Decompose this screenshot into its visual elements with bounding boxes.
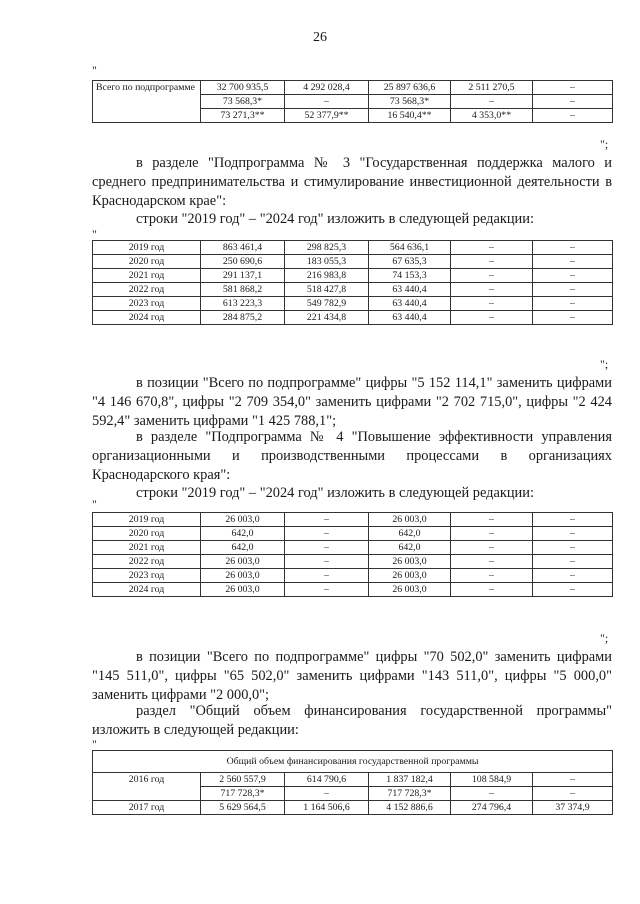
- page-number: 26: [313, 30, 327, 45]
- cell: –: [533, 527, 613, 541]
- cell: –: [285, 513, 369, 527]
- cell: 25 897 636,6: [369, 81, 451, 95]
- cell: –: [285, 787, 369, 801]
- cell: –: [533, 283, 613, 297]
- table-row: [93, 541, 613, 555]
- open-quote: ": [92, 737, 97, 751]
- cell: 74 153,3: [369, 269, 451, 283]
- cell: –: [451, 241, 533, 255]
- cell: 73 271,3**: [201, 109, 285, 123]
- cell: 26 003,0: [201, 569, 285, 583]
- table-row: [93, 527, 613, 541]
- cell: –: [533, 95, 613, 109]
- cell: –: [451, 311, 533, 325]
- paragraph: раздел "Общий объем финансирования государственной программы" изложить в следующей редакции:: [92, 703, 612, 738]
- row-label: 2021 год: [93, 541, 201, 555]
- table-row: [93, 255, 613, 269]
- table-subprogram-total: [92, 80, 613, 123]
- cell: –: [533, 555, 613, 569]
- row-label: 2022 год: [93, 283, 201, 297]
- table-row: [93, 311, 613, 325]
- row-label: 2020 год: [93, 255, 201, 269]
- cell: 863 461,4: [201, 241, 285, 255]
- cell: 549 782,9: [285, 297, 369, 311]
- cell: 26 003,0: [201, 555, 285, 569]
- cell: 4 152 886,6: [369, 801, 451, 815]
- cell: –: [451, 95, 533, 109]
- cell: 26 003,0: [369, 555, 451, 569]
- cell: –: [285, 583, 369, 597]
- row-label: 2021 год: [93, 269, 201, 283]
- cell: 67 635,3: [369, 255, 451, 269]
- cell: 4 292 028,4: [285, 81, 369, 95]
- cell: 642,0: [201, 541, 285, 555]
- row-label: 2023 год: [93, 569, 201, 583]
- cell: –: [533, 81, 613, 95]
- cell: 26 003,0: [369, 569, 451, 583]
- cell: –: [533, 269, 613, 283]
- cell: –: [451, 527, 533, 541]
- row-label: 2023 год: [93, 297, 201, 311]
- cell: –: [533, 109, 613, 123]
- cell: 32 700 935,5: [201, 81, 285, 95]
- paragraph: строки "2019 год" – "2024 год" изложить в следующей редакции:: [136, 485, 534, 501]
- cell: 73 568,3*: [201, 95, 285, 109]
- row-label: 2024 год: [93, 311, 201, 325]
- cell: 26 003,0: [201, 513, 285, 527]
- row-label: 2016 год: [93, 773, 201, 801]
- cell: 614 790,6: [285, 773, 369, 787]
- cell: –: [533, 541, 613, 555]
- cell: –: [285, 95, 369, 109]
- cell: 642,0: [369, 541, 451, 555]
- table-row: [93, 801, 613, 815]
- row-label: 2019 год: [93, 241, 201, 255]
- cell: –: [451, 569, 533, 583]
- cell: 1 164 506,6: [285, 801, 369, 815]
- cell: –: [451, 583, 533, 597]
- cell: –: [533, 773, 613, 787]
- open-quote: ": [92, 63, 97, 77]
- table-row: [93, 283, 613, 297]
- cell: 108 584,9: [451, 773, 533, 787]
- cell: –: [285, 527, 369, 541]
- open-quote: ": [92, 497, 97, 511]
- cell: –: [533, 513, 613, 527]
- table-row: [93, 583, 613, 597]
- cell: 216 983,8: [285, 269, 369, 283]
- cell: 717 728,3*: [369, 787, 451, 801]
- cell: –: [285, 541, 369, 555]
- cell: –: [533, 297, 613, 311]
- cell: 518 427,8: [285, 283, 369, 297]
- paragraph: в разделе "Подпрограмма № 4 "Повышение эффективности управления организационными и производственными процессами в организациях Краснодарского края":: [92, 429, 612, 483]
- table-row: [93, 513, 613, 527]
- cell: 52 377,9**: [285, 109, 369, 123]
- table-row: [93, 241, 613, 255]
- cell: 183 055,3: [285, 255, 369, 269]
- cell: 63 440,4: [369, 283, 451, 297]
- table-row: [93, 569, 613, 583]
- cell: –: [451, 255, 533, 269]
- table-subprogram-4-years: [92, 512, 613, 597]
- cell: 26 003,0: [369, 513, 451, 527]
- cell: 4 353,0**: [451, 109, 533, 123]
- cell: –: [451, 513, 533, 527]
- cell: 274 796,4: [451, 801, 533, 815]
- cell: –: [285, 555, 369, 569]
- cell: 221 434,8: [285, 311, 369, 325]
- row-label: 2019 год: [93, 513, 201, 527]
- cell: 642,0: [369, 527, 451, 541]
- cell: –: [533, 241, 613, 255]
- paragraph: в позиции "Всего по подпрограмме" цифры "5 152 114,1" заменить цифрами "4 146 670,8", цифры "2 709 354,0" заменить цифрами "2 702 715,0", цифры "2 424 592,4" заменить цифрами "1 425 788,1";: [92, 375, 612, 429]
- cell: –: [533, 311, 613, 325]
- cell: –: [285, 569, 369, 583]
- cell: 291 137,1: [201, 269, 285, 283]
- cell: –: [451, 269, 533, 283]
- cell: 717 728,3*: [201, 787, 285, 801]
- cell: 250 690,6: [201, 255, 285, 269]
- row-label: 2017 год: [93, 801, 201, 815]
- table-subprogram-3-years: [92, 240, 613, 325]
- close-quote: ";: [600, 357, 609, 371]
- cell: 26 003,0: [201, 583, 285, 597]
- cell: –: [451, 283, 533, 297]
- cell: 73 568,3*: [369, 95, 451, 109]
- cell: –: [533, 583, 613, 597]
- table-header: Общий объем финансирования государственной программы: [93, 751, 613, 773]
- table-total-financing: [92, 750, 613, 815]
- cell: 284 875,2: [201, 311, 285, 325]
- cell: –: [451, 297, 533, 311]
- open-quote: ": [92, 227, 97, 241]
- table-row: [93, 773, 613, 787]
- cell: 63 440,4: [369, 297, 451, 311]
- cell: –: [533, 255, 613, 269]
- cell: 2 560 557,9: [201, 773, 285, 787]
- cell: 2 511 270,5: [451, 81, 533, 95]
- paragraph: строки "2019 год" – "2024 год" изложить в следующей редакции:: [136, 211, 534, 227]
- cell: –: [533, 787, 613, 801]
- cell: 613 223,3: [201, 297, 285, 311]
- close-quote: ";: [600, 137, 609, 151]
- cell: 298 825,3: [285, 241, 369, 255]
- paragraph: в разделе "Подпрограмма № 3 "Государственная поддержка малого и среднего предпринимательства и стимулирование инвестиционной деятельности в Краснодарском крае":: [92, 155, 612, 209]
- row-label: 2024 год: [93, 583, 201, 597]
- cell: 16 540,4**: [369, 109, 451, 123]
- cell: –: [451, 787, 533, 801]
- cell: 581 868,2: [201, 283, 285, 297]
- table-row: [93, 269, 613, 283]
- cell: –: [533, 569, 613, 583]
- cell: 564 636,1: [369, 241, 451, 255]
- table-row: [93, 297, 613, 311]
- cell: 5 629 564,5: [201, 801, 285, 815]
- cell: –: [451, 555, 533, 569]
- row-label: 2020 год: [93, 527, 201, 541]
- cell: 37 374,9: [533, 801, 613, 815]
- cell: 1 837 182,4: [369, 773, 451, 787]
- row-label: Всего по подпрограмме: [93, 81, 201, 123]
- cell: 26 003,0: [369, 583, 451, 597]
- table-header-row: [93, 751, 613, 773]
- paragraph: в позиции "Всего по подпрограмме" цифры "70 502,0" заменить цифрами "145 511,0", цифры "65 502,0" заменить цифрами "143 511,0", цифры "5 000,0" заменить цифрами "2 000,0";: [92, 649, 612, 703]
- table-row: [93, 81, 613, 95]
- cell: 642,0: [201, 527, 285, 541]
- row-label: 2022 год: [93, 555, 201, 569]
- close-quote: ";: [600, 631, 609, 645]
- cell: 63 440,4: [369, 311, 451, 325]
- table-row: [93, 555, 613, 569]
- cell: –: [451, 541, 533, 555]
